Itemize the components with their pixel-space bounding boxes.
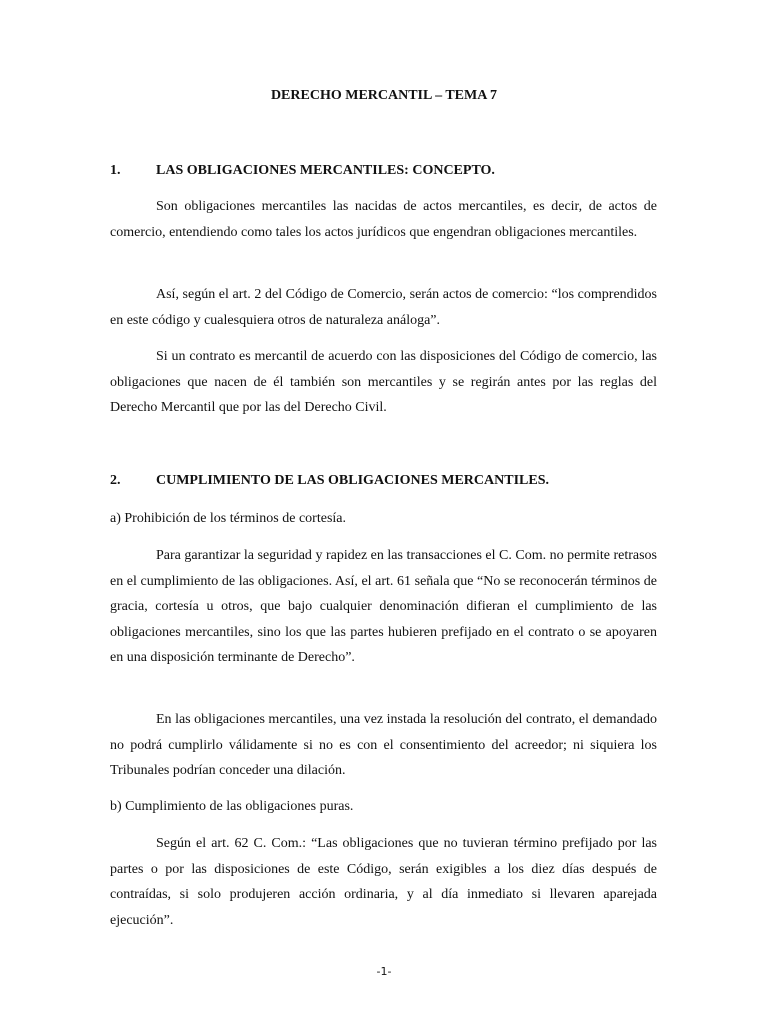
section-2-subheading-a: a) Prohibición de los términos de cortesía. [110, 511, 346, 526]
section-1-title: LAS OBLIGACIONES MERCANTILES: CONCEPTO. [156, 163, 495, 178]
document-title: DERECHO MERCANTIL – TEMA 7 [270, 88, 498, 103]
section-1-paragraph-2: Así, según el art. 2 del Código de Comercio, serán actos de comercio: “los comprendidos en este código y cualesquiera otros de naturaleza análoga”. [110, 287, 657, 328]
section-1-paragraph-1: Son obligaciones mercantiles las nacidas de actos mercantiles, es decir, de actos de comercio, entendiendo como tales los actos jurídicos que engendran obligaciones mercantiles. [110, 199, 657, 240]
section-2a-paragraph-1: Para garantizar la seguridad y rapidez en las transacciones el C. Com. no permite retrasos en el cumplimiento de las obligaciones. Así, el art. 61 señala que “No se reconocerán términos de gracia, cortesía u otros, que bajo cualquier denominación difieran el cumplimiento de las obligaciones mercantiles, sino los que las partes hubieren prefijado en el contrato o se apoyaren en una disposición terminante de Derecho”. [110, 548, 657, 666]
section-2b-paragraph-1: Según el art. 62 C. Com.: “Las obligaciones que no tuvieran término prefijado por las partes o por las disposiciones de este Código, serán exigibles a los diez días después de contraídas, si solo produjeren acción ordinaria, y al día inmediato si llevaren aparejada ejecución”. [110, 836, 657, 928]
section-2-subheading-b: b) Cumplimiento de las obligaciones puras. [110, 799, 354, 814]
section-1-paragraph-3: Si un contrato es mercantil de acuerdo con las disposiciones del Código de comercio, las obligaciones que nacen de él también son mercantiles y se regirán antes por las reglas del Derecho Mercantil que por las del Derecho Civil. [110, 349, 657, 416]
section-1-number: 1. [110, 163, 121, 178]
page-number: -1- [376, 965, 392, 978]
section-2-number: 2. [110, 473, 121, 488]
section-2a-paragraph-2: En las obligaciones mercantiles, una vez instada la resolución del contrato, el demandado no podrá cumplirlo válidamente si no es con el consentimiento del acreedor; ni siquiera los Tribunales podrían conceder una dilación. [110, 712, 657, 779]
section-2-heading [110, 472, 658, 490]
section-2-title: CUMPLIMIENTO DE LAS OBLIGACIONES MERCANTILES. [156, 473, 549, 488]
section-1-heading [110, 162, 658, 180]
